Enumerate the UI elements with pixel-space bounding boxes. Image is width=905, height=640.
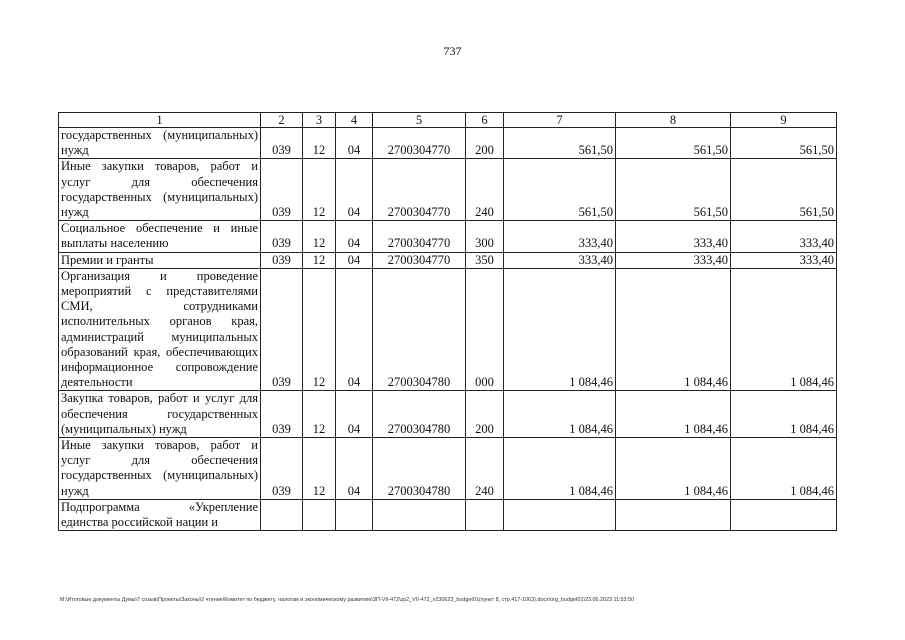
cell-amount-7 <box>504 499 616 530</box>
table-row <box>59 268 837 391</box>
cell-amount-8: 561,50 <box>616 159 731 221</box>
cell-amount-7: 333,40 <box>504 252 616 268</box>
cell-amount-8: 1 084,46 <box>616 391 731 438</box>
cell-subsection: 04 <box>336 221 373 252</box>
cell-expense-type: 200 <box>466 391 504 438</box>
table-row <box>59 252 837 268</box>
cell-amount-8 <box>616 499 731 530</box>
column-header: 1 <box>59 113 261 128</box>
cell-section: 12 <box>303 128 336 159</box>
cell-amount-7: 561,50 <box>504 128 616 159</box>
cell-expense-type: 000 <box>466 268 504 391</box>
cell-amount-9: 561,50 <box>731 159 837 221</box>
cell-ministry: 039 <box>261 159 303 221</box>
table-header-row <box>59 113 837 128</box>
cell-target-article: 2700304770 <box>373 221 466 252</box>
cell-subsection: 04 <box>336 268 373 391</box>
row-name: Организация и проведение мероприятий с представителями СМИ, сотрудниками исполнительных органов края, администраций муниципальных образований края, обеспечивающих информационное сопровождение деятельности <box>59 268 261 391</box>
table-row <box>59 159 837 221</box>
cell-amount-8: 333,40 <box>616 221 731 252</box>
row-name: Иные закупки товаров, работ и услуг для обеспечения государственных (муниципальных) нужд <box>59 438 261 500</box>
cell-ministry: 039 <box>261 128 303 159</box>
budget-table <box>58 112 837 531</box>
column-header: 7 <box>504 113 616 128</box>
cell-amount-7: 1 084,46 <box>504 391 616 438</box>
cell-ministry: 039 <box>261 221 303 252</box>
cell-subsection: 04 <box>336 128 373 159</box>
column-header: 5 <box>373 113 466 128</box>
cell-target-article: 2700304770 <box>373 159 466 221</box>
cell-target-article: 2700304770 <box>373 128 466 159</box>
page-number: 737 <box>443 44 462 58</box>
cell-section: 12 <box>303 252 336 268</box>
cell-expense-type: 240 <box>466 438 504 500</box>
cell-amount-9: 1 084,46 <box>731 438 837 500</box>
column-header: 2 <box>261 113 303 128</box>
cell-amount-7: 333,40 <box>504 221 616 252</box>
cell-amount-9 <box>731 499 837 530</box>
row-name: Иные закупки товаров, работ и услуг для обеспечения государственных (муниципальных) нужд <box>59 159 261 221</box>
table-row <box>59 391 837 438</box>
cell-section: 12 <box>303 438 336 500</box>
cell-expense-type <box>466 499 504 530</box>
cell-ministry: 039 <box>261 438 303 500</box>
cell-expense-type: 300 <box>466 221 504 252</box>
row-name: государственных (муниципальных) нужд <box>59 128 261 159</box>
cell-subsection: 04 <box>336 252 373 268</box>
cell-amount-8: 561,50 <box>616 128 731 159</box>
cell-amount-7: 1 084,46 <box>504 438 616 500</box>
table-row <box>59 221 837 252</box>
cell-subsection: 04 <box>336 159 373 221</box>
cell-amount-7: 1 084,46 <box>504 268 616 391</box>
cell-ministry: 039 <box>261 268 303 391</box>
cell-target-article <box>373 499 466 530</box>
cell-section: 12 <box>303 391 336 438</box>
cell-amount-9: 561,50 <box>731 128 837 159</box>
column-header: 3 <box>303 113 336 128</box>
cell-amount-9: 333,40 <box>731 221 837 252</box>
cell-expense-type: 200 <box>466 128 504 159</box>
cell-expense-type: 350 <box>466 252 504 268</box>
cell-section: 12 <box>303 221 336 252</box>
row-name: Закупка товаров, работ и услуг для обеспечения государственных (муниципальных) нужд <box>59 391 261 438</box>
cell-amount-8: 1 084,46 <box>616 268 731 391</box>
document-path-footer: M:\Итоговые документы Думы\7 созыв\Проекты\Законы\2 чтение\Комитет по бюджету, налогам и экономическому развитию\ЗП-VII-472\zp2_VII-472_v230623_budget01(пункт 8, стр.417-1063).docx\org_budget01\23.06.2023 11:53:50 <box>60 597 635 603</box>
cell-target-article: 2700304780 <box>373 438 466 500</box>
cell-amount-9: 1 084,46 <box>731 268 837 391</box>
row-name: Премии и гранты <box>59 252 261 268</box>
cell-ministry: 039 <box>261 252 303 268</box>
cell-amount-7: 561,50 <box>504 159 616 221</box>
cell-section <box>303 499 336 530</box>
cell-amount-8: 1 084,46 <box>616 438 731 500</box>
column-header: 8 <box>616 113 731 128</box>
cell-section: 12 <box>303 159 336 221</box>
cell-subsection <box>336 499 373 530</box>
table-row <box>59 438 837 500</box>
cell-ministry <box>261 499 303 530</box>
cell-ministry: 039 <box>261 391 303 438</box>
cell-amount-9: 333,40 <box>731 252 837 268</box>
cell-section: 12 <box>303 268 336 391</box>
cell-target-article: 2700304780 <box>373 391 466 438</box>
column-header: 6 <box>466 113 504 128</box>
row-name: Социальное обеспечение и иные выплаты населению <box>59 221 261 252</box>
cell-subsection: 04 <box>336 438 373 500</box>
column-header: 9 <box>731 113 837 128</box>
cell-target-article: 2700304780 <box>373 268 466 391</box>
table-row <box>59 128 837 159</box>
cell-subsection: 04 <box>336 391 373 438</box>
column-header: 4 <box>336 113 373 128</box>
cell-amount-9: 1 084,46 <box>731 391 837 438</box>
cell-amount-8: 333,40 <box>616 252 731 268</box>
row-name: Подпрограмма «Укрепление единства российской нации и <box>59 499 261 530</box>
table-row <box>59 499 837 530</box>
cell-target-article: 2700304770 <box>373 252 466 268</box>
cell-expense-type: 240 <box>466 159 504 221</box>
